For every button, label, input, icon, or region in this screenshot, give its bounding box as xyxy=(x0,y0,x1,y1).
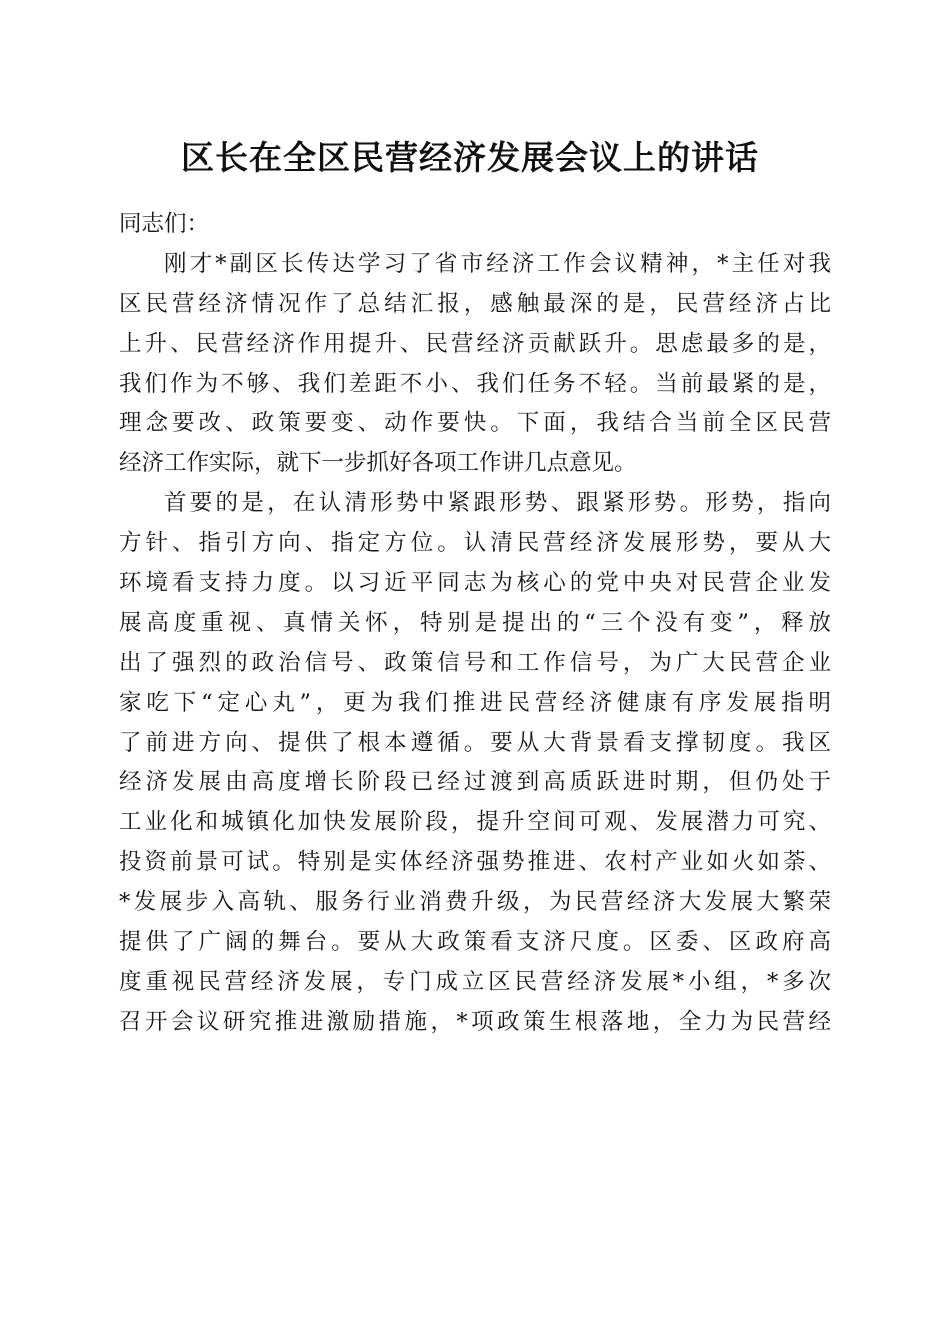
paragraph-1-line-1: 刚才*副区长传达学习了省市经济工作会议精神，*主任对我 xyxy=(164,250,831,277)
paragraph-2-line-6: 家吃下“定心丸”，更为我们推进民营经济健康有序发展指明 xyxy=(119,689,831,716)
paragraph-2-line-4: 展高度重视、真情关怀，特别是提出的“三个没有变”，释放 xyxy=(119,609,831,636)
paragraph-2-line-1: 首要的是，在认清形势中紧跟形势、跟紧形势。形势，指向 xyxy=(164,490,831,517)
paragraph-2-line-5: 出了强烈的政治信号、政策信号和工作信号，为广大民营企业 xyxy=(119,649,831,676)
paragraph-1-line-2: 区民营经济情况作了总结汇报，感触最深的是，民营经济占比 xyxy=(119,290,831,317)
paragraph-1-line-6: 经济工作实际，就下一步抓好各项工作讲几点意见。 xyxy=(119,450,637,477)
paragraph-1-line-4: 我们作为不够、我们差距不小、我们任务不轻。当前最紧的是， xyxy=(119,370,831,397)
paragraph-2-line-9: 工业化和城镇化加快发展阶段，提升空间可观、发展潜力可究、 xyxy=(119,809,831,836)
paragraph-2-line-2: 方针、指引方向、指定方位。认清民营经济发展形势，要从大 xyxy=(119,530,831,557)
paragraph-2-line-11: *发展步入高轨、服务行业消费升级，为民营经济大发展大繁荣 xyxy=(119,889,831,916)
salutation: 同志们： xyxy=(119,211,210,237)
paragraph-2-line-3: 环境看支持力度。以习近平同志为核心的党中央对民营企业发 xyxy=(119,570,831,597)
paragraph-2-line-10: 投资前景可试。特别是实体经济强势推进、农村产业如火如荼、 xyxy=(119,849,831,876)
paragraph-2-line-7: 了前进方向、提供了根本遵循。要从大背景看支撑韧度。我区 xyxy=(119,729,831,756)
paragraph-1-line-5: 理念要改、政策要变、动作要快。下面，我结合当前全区民营 xyxy=(119,410,831,437)
paragraph-2-line-14: 召开会议研究推进激励措施，*项政策生根落地，全力为民营经 xyxy=(119,1008,831,1035)
document-title: 区长在全区民营经济发展会议上的讲话 xyxy=(181,138,759,177)
paragraph-1-line-3: 上升、民营经济作用提升、民营经济贡献跃升。思虑最多的是， xyxy=(119,330,831,357)
paragraph-2-line-8: 经济发展由高度增长阶段已经过渡到高质跃进时期，但仍处于 xyxy=(119,769,831,796)
document-body xyxy=(119,205,831,1043)
paragraph-2-line-12: 提供了广阔的舞台。要从大政策看支济尺度。区委、区政府高 xyxy=(119,929,831,956)
paragraph-2-line-13: 度重视民营经济发展，专门成立区民营经济发展*小组，*多次 xyxy=(119,968,831,995)
